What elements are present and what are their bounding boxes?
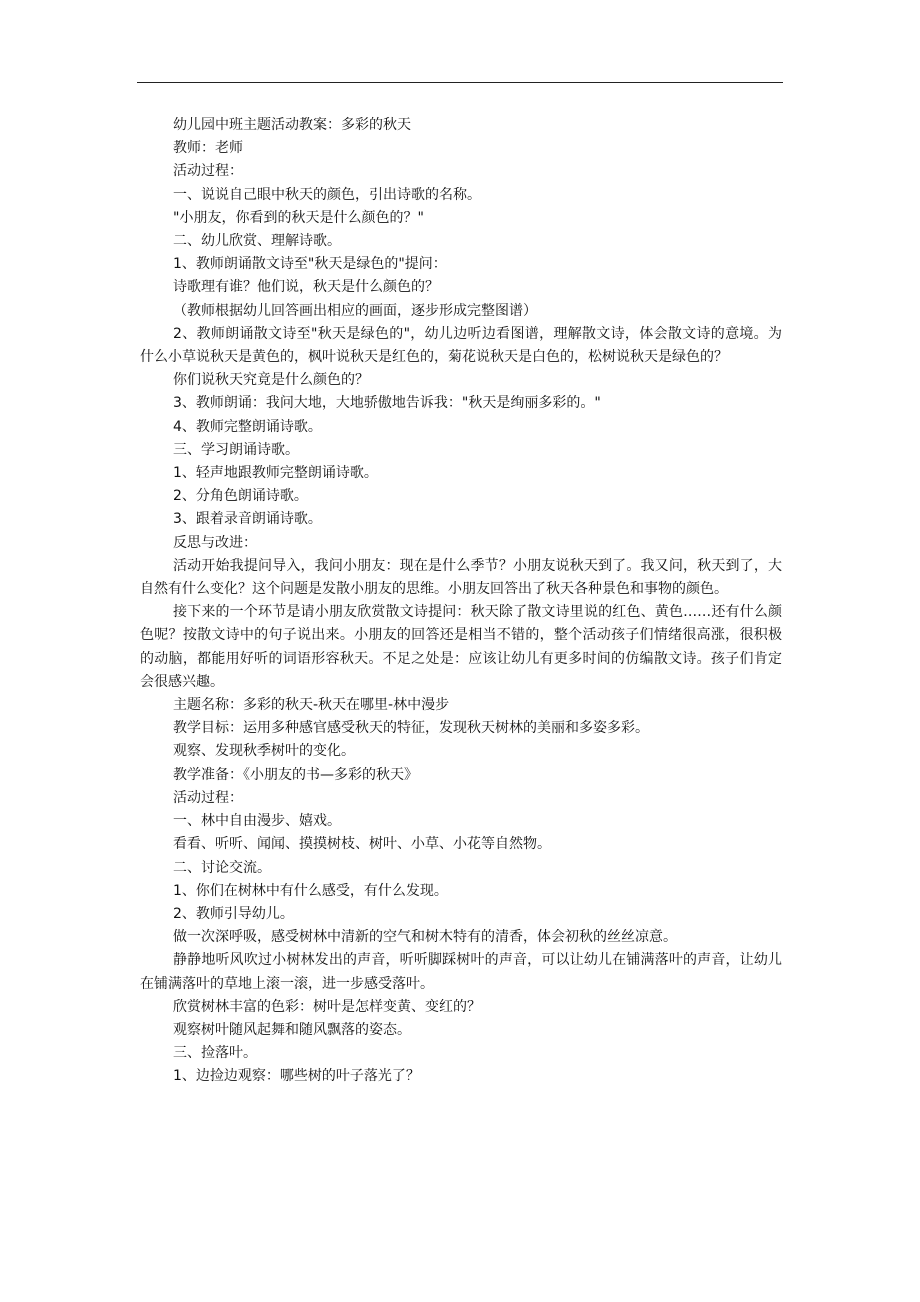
goal-line: 教学目标：运用多种感官感受秋天的特征，发现秋天树林的美丽和多姿多彩。 [173, 720, 649, 737]
section-heading: 活动过程： [173, 163, 243, 180]
list-item: 1、边捡边观察：哪些树的叶子落光了？ [173, 1068, 420, 1085]
step-heading: 二、幼儿欣赏、理解诗歌。 [173, 233, 341, 250]
step-heading: 三、学习朗诵诗歌。 [173, 441, 299, 458]
text-paragraph: 诗歌理有谁？他们说，秋天是什么颜色的？ [173, 279, 439, 296]
list-item: 2、分角色朗诵诗歌。 [173, 488, 308, 505]
document-body [140, 114, 782, 1089]
note-paragraph: （教师根据幼儿回答画出相应的画面，逐步形成完整图谱） [173, 302, 537, 319]
text-paragraph: 静静地听风吹过小树林发出的声音，听听脚踩树叶的声音，可以让幼儿在铺满落叶的声音，让幼儿在铺满落叶的草地上滚一滚，进一步感受落叶。 [140, 952, 782, 992]
list-item: 2、教师引导幼儿。 [173, 905, 294, 922]
list-item: 3、跟着录音朗诵诗歌。 [173, 511, 322, 528]
step-heading: 一、林中自由漫步、嬉戏。 [173, 813, 341, 830]
list-item: 1、轻声地跟教师完整朗诵诗歌。 [173, 465, 378, 482]
text-paragraph: 观察、发现秋季树叶的变化。 [173, 743, 355, 760]
section-heading: 反思与改进： [173, 534, 257, 551]
text-paragraph: 看看、听听、闻闻、摸摸树枝、树叶、小草、小花等自然物。 [173, 836, 551, 853]
step-heading: 二、讨论交流。 [173, 859, 271, 876]
list-item: 1、教师朗诵散文诗至"秋天是绿色的"提问： [173, 256, 447, 273]
list-item: 4、教师完整朗诵诗歌。 [173, 418, 322, 435]
step-heading: 三、捡落叶。 [173, 1045, 257, 1062]
list-item: 1、你们在树林中有什么感受，有什么发现。 [173, 882, 448, 899]
text-paragraph: 观察树叶随风起舞和随风飘落的姿态。 [173, 1021, 411, 1038]
teacher-line: 教师：老师 [173, 140, 243, 157]
text-paragraph: 接下来的一个环节是请小朋友欣赏散文诗提问：秋天除了散文诗里说的红色、黄色……还有什么颜色呢？按散文诗中的句子说出来。小朋友的回答还是相当不错的，整个活动孩子们情绪很高涨，很积极的动脑，都能用好听的词语形容秋天。不足之处是：应该让幼儿有更多时间的仿编散文诗。孩子们肯定会很感兴趣。 [140, 604, 782, 690]
text-paragraph: 欣赏树林丰富的色彩：树叶是怎样变黄、变红的？ [173, 998, 481, 1015]
step-heading: 一、说说自己眼中秋天的颜色，引出诗歌的名称。 [173, 186, 481, 203]
list-item: 2、教师朗诵散文诗至"秋天是绿色的"，幼儿边听边看图谱，理解散文诗，体会散文诗的意境。为什么小草说秋天是黄色的，枫叶说秋天是红色的，菊花说秋天是白色的，松树说秋天是绿色的？ [140, 325, 782, 366]
doc-title: 幼儿园中班主题活动教案：多彩的秋天 [173, 117, 411, 133]
quote-paragraph: "小朋友，你看到的秋天是什么颜色的？" [173, 209, 424, 226]
text-paragraph: 活动开始我提问导入，我问小朋友：现在是什么季节？小朋友说秋天到了。我又问，秋天到了，大自然有什么变化？这个问题是发散小朋友的思维。小朋友回答出了秋天各种景色和事物的颜色。 [140, 557, 782, 598]
section-heading: 活动过程： [173, 789, 243, 806]
theme-line: 主题名称：多彩的秋天-秋天在哪里-林中漫步 [173, 697, 450, 714]
prep-line: 教学准备：《小朋友的书—多彩的秋天》 [173, 766, 418, 783]
text-paragraph: 你们说秋天究竟是什么颜色的？ [173, 372, 369, 389]
list-item: 3、教师朗诵：我问大地，大地骄傲地告诉我："秋天是绚丽多彩的。" [173, 395, 601, 412]
text-paragraph: 做一次深呼吸，感受树林中清新的空气和树木特有的清香，体会初秋的丝丝凉意。 [173, 929, 677, 946]
header-rule [137, 82, 783, 83]
